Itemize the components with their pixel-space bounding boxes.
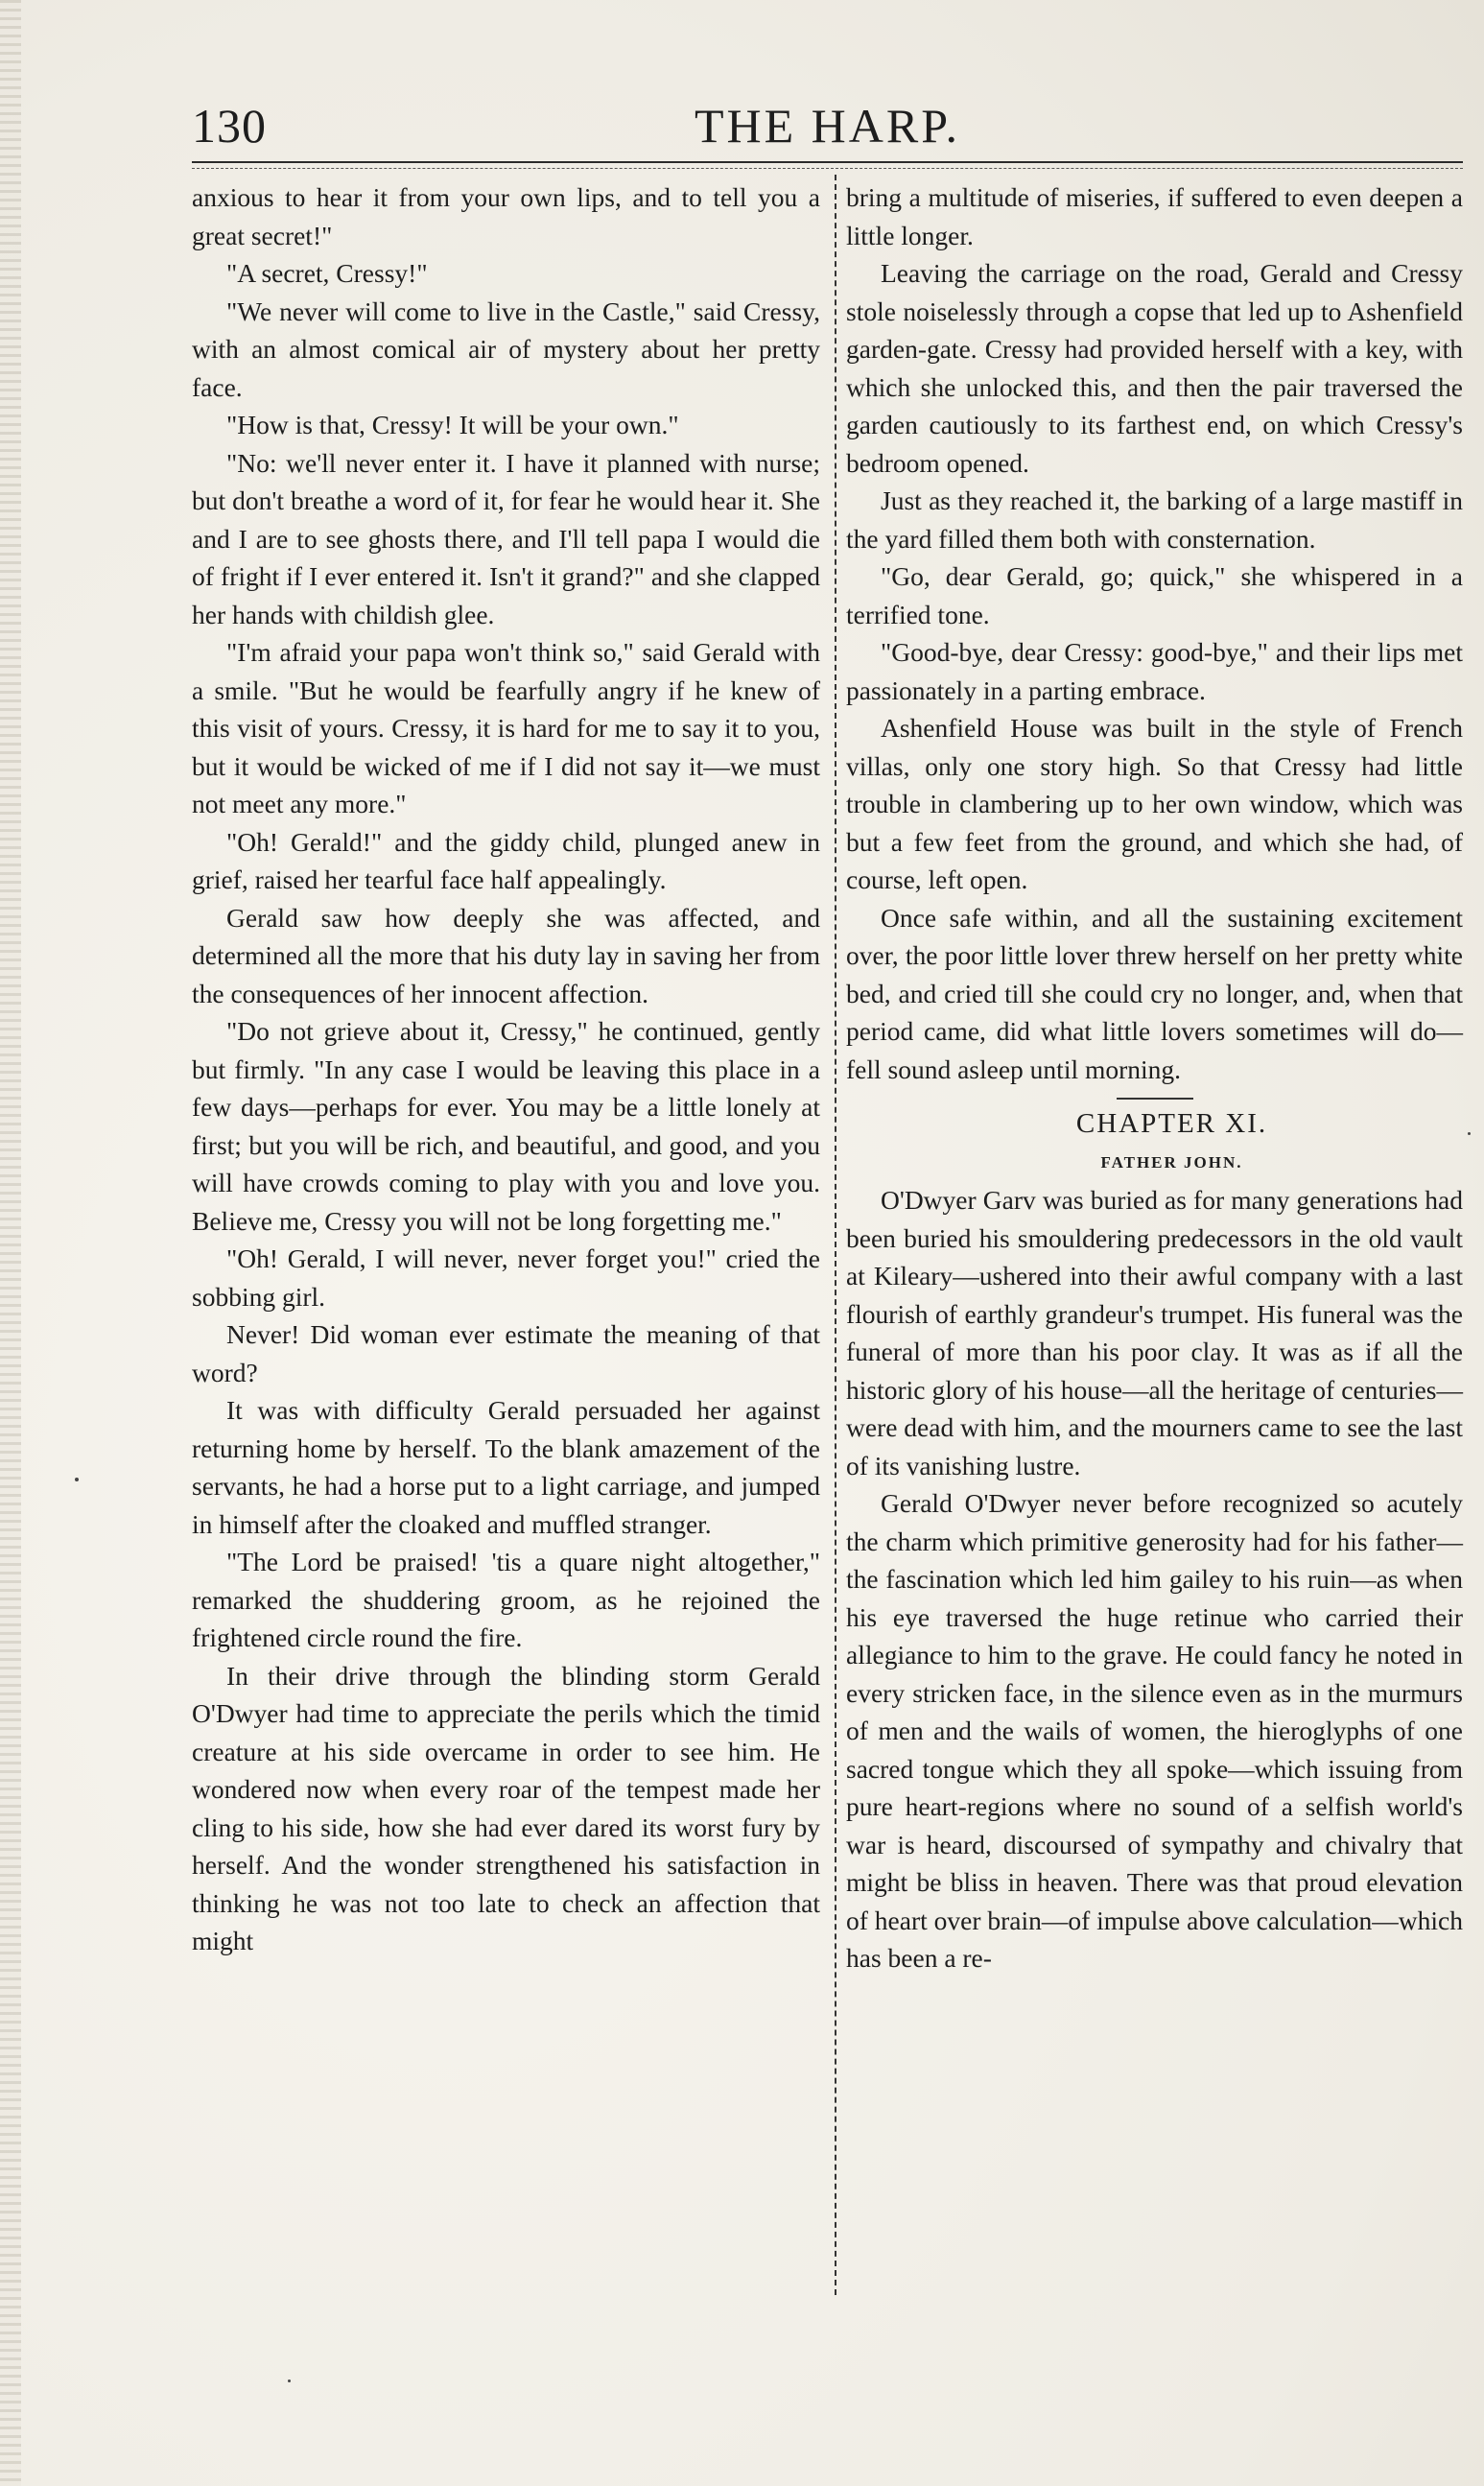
print-speck xyxy=(75,1478,79,1481)
header-rule-dashed xyxy=(192,168,1463,169)
paragraph: It was with difficulty Gerald persuaded her against returning home by herself. To the blank amazement of the servants, he had a horse put to a light carriage, and jumped in himself after the cloaked and muffled stranger. xyxy=(192,1395,820,1539)
chapter-subtitle: FATHER JOHN. xyxy=(1100,1152,1243,1172)
section-divider xyxy=(1117,1098,1193,1100)
left-column xyxy=(192,178,820,1960)
paragraph: "The Lord be praised! 'tis a quare night altogether," remarked the shuddering groom, as he rejoined the frightened circle round the fire. xyxy=(192,1547,820,1652)
paragraph: "We never will come to live in the Castle," said Cressy, with an almost comical air of mystery about her pretty face. xyxy=(192,296,820,402)
page-binding-edge xyxy=(0,0,21,2486)
paragraph: bring a multitude of miseries, if suffered to even deepen a little longer. xyxy=(846,182,1463,250)
chapter-title: CHAPTER XI. xyxy=(1075,1108,1268,1139)
print-speck xyxy=(288,2379,291,2382)
right-column xyxy=(846,178,1463,1977)
paragraph: In their drive through the blinding storm Gerald O'Dwyer had time to appreciate the perils which the timid creature at his side overcame in order to see him. He wondered now when every roar of the tempest made her cling to his side, how she had ever dared its worst fury by herself. And the wonder strengthened his satisfaction in thinking he was not too late to check an affection that might xyxy=(192,1660,820,1955)
paragraph: "Go, dear Gerald, go; quick," she whispered in a terrified tone. xyxy=(846,561,1463,629)
paragraph: Leaving the carriage on the road, Gerald and Cressy stole noiselessly through a copse that led up to Ashenfield garden-gate. Cressy had provided herself with a key, with which she unlocked this, and then the pair traversed the garden cautiously to its farthest end, on which Cressy's bedroom opened. xyxy=(846,258,1463,478)
page-number: 130 xyxy=(192,99,267,153)
header-rule xyxy=(192,161,1463,163)
paragraph: O'Dwyer Garv was buried as for many generations had been buried his smouldering predecessors in the old vault at Kileary—ushered into their awful company with a last flourish of earthly grandeur's trumpet. His funeral was the funeral of more than his poor clay. It was as if all the historic glory of his house—all the heritage of centuries—were dead with him, and the mourners came to see the last of its vanishing lustre. xyxy=(846,1185,1463,1480)
paragraph: "A secret, Cressy!" xyxy=(226,258,428,288)
paragraph: Never! Did woman ever estimate the meaning of that word? xyxy=(192,1319,820,1387)
paragraph: Gerald O'Dwyer never before recognized so acutely the charm which primitive generosity had for his father—the fascination which led him gailey to his ruin—as when his eye traversed the huge retinue who carried their allegiance to him to the grave. He could fancy he noted in every stricken face, in the silence even as in the murmurs of men and the wails of women, the hieroglyphs of one sacred tongue which they all spoke—which issuing from pure heart-regions where no sound of a selfish world's war is heard, discoursed of sympathy and chivalry that might be bliss in heaven. There was that proud elevation of heart over brain—of impulse above calculation—which has been a re- xyxy=(846,1488,1463,1973)
column-separator xyxy=(835,175,836,2295)
right-column-after-chapter xyxy=(846,1181,1463,1977)
paragraph: anxious to hear it from your own lips, and to tell you a great secret!" xyxy=(192,182,820,250)
paragraph: "Oh! Gerald!" and the giddy child, plunged anew in grief, raised her tearful face half appealingly. xyxy=(192,826,820,894)
paragraph: "How is that, Cressy! It will be your own." xyxy=(226,410,679,439)
paragraph: "Do not grieve about it, Cressy," he continued, gently but firmly. "In any case I would be leaving this place in a few days—perhaps for ever. You may be a little lonely at first; but you will be rich, and beautiful, and good, and you will have crowds coming to play with you and love you. Believe me, Cressy you will not be long forgetting me." xyxy=(192,1016,820,1236)
paragraph: "I'm afraid your papa won't think so," said Gerald with a smile. "But he would be fearfully angry if he knew of this visit of yours. Cressy, it is hard for me to say it to you, but it would be wicked of me if I did not say it—we must not meet any more." xyxy=(192,637,820,818)
paragraph: Ashenfield House was built in the style of French villas, only one story high. So that Cressy had little trouble in clambering up to her own window, which was but a few feet from the ground, and which she had, of course, left open. xyxy=(846,713,1463,894)
paragraph: "Good-bye, dear Cressy: good-bye," and their lips met passionately in a parting embrace. xyxy=(846,637,1463,705)
print-speck xyxy=(1468,1132,1471,1135)
paragraph: Just as they reached it, the barking of a large mastiff in the yard filled them both with consternation. xyxy=(846,485,1463,554)
paragraph: Gerald saw how deeply she was affected, and determined all the more that his duty lay in saving her from the consequences of her innocent affection. xyxy=(192,902,820,1008)
right-column-before-chapter xyxy=(846,178,1463,1088)
paragraph: Once safe within, and all the sustaining excitement over, the poor little lover threw herself on her pretty white bed, and cried till she could cry no longer, and, when that period came, did what little lovers sometimes will do—fell sound asleep until morning. xyxy=(846,902,1463,1084)
paragraph: "No: we'll never enter it. I have it planned with nurse; but don't breathe a word of it, for fear he would hear it. She and I are to see ghosts there, and I'll tell papa I would die of fright if I ever entered it. Isn't it grand?" and she clapped her hands with childish glee. xyxy=(192,447,820,629)
page-header xyxy=(192,92,1463,159)
publication-title: THE HARP. xyxy=(694,99,961,153)
paragraph: "Oh! Gerald, I will never, never forget you!" cried the sobbing girl. xyxy=(192,1243,820,1312)
